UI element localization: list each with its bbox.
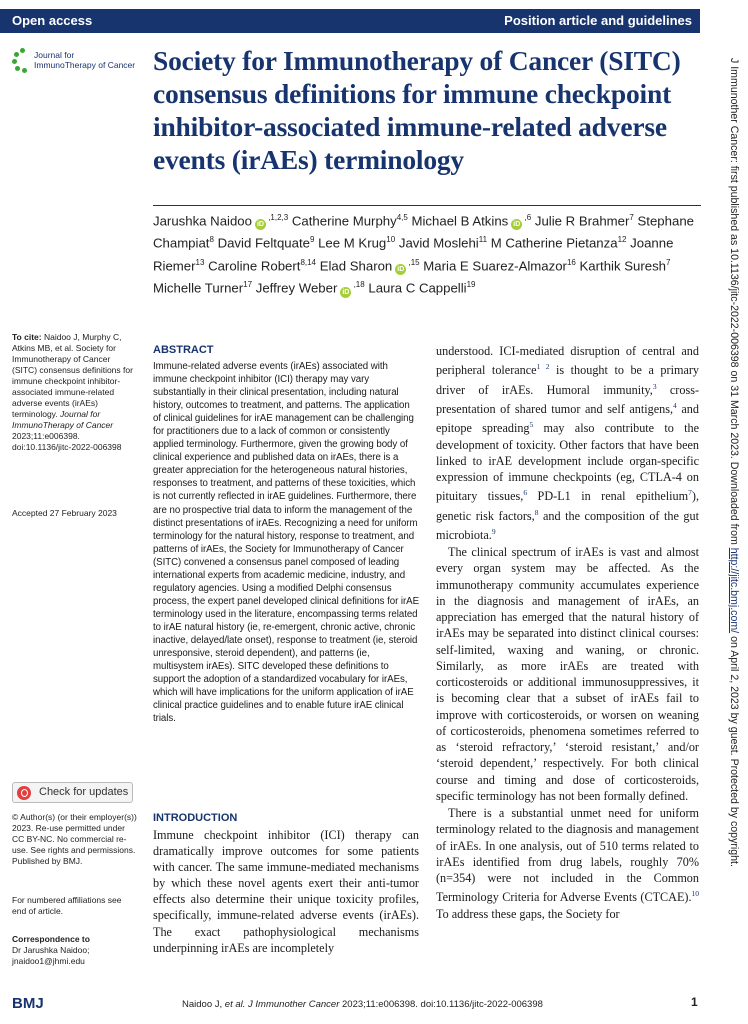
author-affiliation: 4,5 xyxy=(396,213,408,222)
check-for-updates-button[interactable] xyxy=(12,782,133,803)
author-name[interactable]: Caroline Robert xyxy=(208,258,301,274)
correspondence-label: Correspondence to xyxy=(12,934,90,944)
ref-link[interactable]: 8 xyxy=(534,507,539,517)
author-affiliation: ,1,2,3 xyxy=(265,213,289,222)
body-column-right xyxy=(436,343,699,922)
author-name[interactable]: Catherine Murphy xyxy=(291,213,397,229)
ref-link[interactable]: 10 xyxy=(691,889,699,899)
article-title: Society for Immunotherapy of Cancer (SITC) consensus definitions for immune checkpoint inhibitor-associated immune-related adverse events (irAEs) terminology xyxy=(153,45,681,175)
author-affiliation: 17 xyxy=(243,280,253,290)
journal-logo-line2: ImmunoTherapy of Cancer xyxy=(34,60,136,70)
introduction-heading: INTRODUCTION xyxy=(153,812,238,824)
footer-citation: Naidoo J, et al. J Immunother Cancer 2023;11:e006398. doi:10.1136/jitc-2022-006398 xyxy=(182,999,543,1010)
ref-link[interactable]: 9 xyxy=(491,526,496,536)
jitc-link[interactable]: http://jitc.bmj.com/ xyxy=(728,547,740,634)
author-name[interactable]: Joanne Riemer xyxy=(153,235,674,274)
paragraph-1: understood. ICI-mediated disruption of central and peripheral tolerance$^{1 2}$ is thought to be a primary driver of irAEs. Humoral immunity,$^3$ cross-presentation of shared tumor and self antigens,$^4$ and epitope spreading$^5$ may also contribute to the development of toxicity. Other factors that have been linked to irAE development include organ-specific expression of immune checkpoints (eg, CTLA-4 on pituitary tissues,$^6$ PD-L1 in renal epithelium$^7$), genetic risk factors,$^8$ and the composition of the gut microbiota.$^9$ xyxy=(436,344,700,542)
journal-logo[interactable] xyxy=(12,48,147,74)
author-name[interactable]: M Catherine Pietanza xyxy=(490,235,618,251)
title-divider xyxy=(153,205,701,206)
author-affiliation: ,18 xyxy=(351,280,365,290)
author-affiliation: 11 xyxy=(478,235,488,245)
journal-logo-line1: Journal for xyxy=(34,50,75,60)
introduction-text: Immune checkpoint inhibitor (ICI) therapy can dramatically improve outcomes for some patients with cancer. The same immune-mediated mechanisms by which these novel agents exert their anti-tumor effects also determine their unique toxicity profiles, specifically, immune-related adverse events (irAEs). The exact pathophysiological mechanisms underpinning irAEs are incompletely xyxy=(153,828,419,955)
author-name[interactable]: Michelle Turner xyxy=(153,280,244,296)
page-number: 1 xyxy=(691,995,698,1009)
ref-link[interactable]: 4 xyxy=(673,400,677,410)
author-name[interactable]: David Feltquate xyxy=(217,235,310,251)
abstract-heading: ABSTRACT xyxy=(153,344,214,356)
article-type-label: Position article and guidelines xyxy=(504,13,692,28)
correspondence-block xyxy=(12,934,137,967)
author-name[interactable]: Laura C Cappelli xyxy=(368,280,467,296)
abstract-text: Immune-related adverse events (irAEs) associated with immune checkpoint inhibitor (ICI) therapy may vary substantially in their clinical presentation, including natural history, outcomes to treatment, and patterns. The application of clinical guidelines for irAE management can be challenging for practitioners due to a lack of common or consistently applied terminology. Furthermore, given the growing body of clinical experience and published data on irAEs, there is a greater appreciation for the heterogeneous natural histories, responses to treatment, and patterns of these toxicities, which is not currently reflected in irAE guidelines. Furthermore, there are no prospective trial data to inform the management of the distinct presentations of irAEs. Recognizing a need for uniform terminology for the natural history, response to treatment, and patterns of irAEs, the Society for Immunotherapy of Cancer (SITC) convened a consensus panel composed of leading international experts from academic medicine, industry, and regulatory agencies. Using a modified Delphi consensus process, the expert panel developed clinical definitions for irAE terminology used in the literature, encompassing terms related to irAE natural history (ie, re-emergent, chronic active, chronic inactive, delayed/late onset), response to treatment (ie, steroid unresponsive, steroid dependent), and patterns (ie, multisystem irAEs). SITC developed these definitions to support the adoption of a standardized vocabulary for irAEs, which will have implications for the uniform application of irAE clinical practice guidelines and to enable future irAE clinical trials. xyxy=(153,361,419,725)
orcid-icon[interactable]: iD xyxy=(397,266,405,274)
author-affiliation: ,15 xyxy=(406,257,420,267)
author-affiliation: 12 xyxy=(617,235,627,245)
affiliations-note: For numbered affiliations see end of article. xyxy=(12,895,122,916)
to-cite-label: To cite: xyxy=(12,332,42,342)
to-cite-journal: Journal for ImmunoTherapy of Cancer xyxy=(12,409,114,430)
author-affiliation: 8,14 xyxy=(300,257,317,267)
author-affiliation: 19 xyxy=(466,280,476,290)
author-name[interactable]: Javid Moslehi xyxy=(398,235,479,251)
author-name[interactable]: Karthik Suresh xyxy=(579,258,667,274)
ref-link[interactable]: 7 xyxy=(688,488,692,498)
download-notice: J Immunother Cancer: first published as 10.1136/jitc-2022-006398 on 31 March 2023. Downloaded from http://jitc.bmj.com/ on April 2, 2023 by guest. Protected by copyright. xyxy=(728,58,740,867)
header-bar xyxy=(0,9,700,33)
author-name[interactable]: Julie R Brahmer xyxy=(534,213,630,229)
author-name[interactable]: Stephane Champiat xyxy=(153,213,694,251)
author-affiliation: 7 xyxy=(666,257,671,267)
author-affiliation: 7 xyxy=(629,213,634,222)
author-name[interactable]: Michael B Atkins xyxy=(411,213,509,229)
citation-block xyxy=(12,332,137,453)
orcid-icon[interactable]: iD xyxy=(513,221,521,229)
author-affiliation: 13 xyxy=(195,257,205,267)
to-cite-text: Naidoo J, Murphy C, Atkins MB, et al. Society for Immunotherapy of Cancer (SITC) consensus definitions for immune checkpoint inhibitor-associated immune-related adverse events (irAEs) terminology. xyxy=(12,332,133,419)
journal-logo-icon xyxy=(12,48,32,72)
author-name[interactable]: Jeffrey Weber xyxy=(255,280,338,296)
author-list xyxy=(153,208,701,298)
bmj-logo[interactable]: BMJ xyxy=(12,995,44,1012)
author-name[interactable]: Jarushka Naidoo xyxy=(153,213,252,229)
to-cite-ref[interactable]: 2023;11:e006398. doi:10.1136/jitc-2022-006398 xyxy=(12,431,122,452)
author-affiliation: 9 xyxy=(309,235,315,245)
paragraph-2: The clinical spectrum of irAEs is vast and almost every organ system may be affected. As the immunotherapy community accumulates experience in the diagnosis and management of irAEs, an appreciation has emerged that the natural history of irAEs may be separated into distinct clinical courses: self-limited, waxing and waning, or chronic. Similarly, as more irAEs are treated with corticosteroids or additional immunosuppressives, it is becoming clear that a subset of irAEs fail to improve with corticosteroids, or worsen on weaning of corticosteroids, phenomena sometimes referred to as ‘steroid refractory,’ ‘steroid resistant,’ and/or ‘steroid dependent,’ respectively. For both clinical course and timing and dose of corticosteroids, specific terminology has not been formally defined. xyxy=(436,545,699,803)
author-affiliation: ,6 xyxy=(522,213,532,222)
author-affiliation: 16 xyxy=(566,257,576,267)
accepted-date: Accepted 27 February 2023 xyxy=(12,508,117,518)
correspondence-email[interactable]: jnaidoo1@jhmi.edu xyxy=(12,956,85,966)
ref-link[interactable]: 5 xyxy=(529,420,534,430)
correspondence-name: Dr Jarushka Naidoo; xyxy=(12,945,90,955)
check-updates-icon xyxy=(17,786,31,800)
author-name[interactable]: Lee M Krug xyxy=(318,235,387,251)
copyright-notice: © Author(s) (or their employer(s)) 2023. Re-use permitted under CC BY-NC. No commercial re-use. See rights and permissions. Published by BMJ. xyxy=(12,812,137,866)
ref-link[interactable]: 6 xyxy=(523,488,528,498)
orcid-icon[interactable]: iD xyxy=(256,221,264,229)
author-affiliation: 8 xyxy=(209,235,214,245)
open-access-label: Open access xyxy=(12,13,93,28)
ref-link[interactable]: 1 2 xyxy=(536,362,550,372)
paragraph-3: There is a substantial unmet need for uniform terminology related to the diagnosis and management of irAEs. In one analysis, out of 510 terms related to irAEs identified from drug labels, roughly 70% (n=354) were not included in the Common Terminology Criteria for Adverse Events (CTCAE).$^{10}$ To address these gaps, the Society for xyxy=(436,806,699,921)
check-updates-label: Check for updates xyxy=(39,786,129,798)
orcid-icon[interactable]: iD xyxy=(342,288,350,296)
ref-link[interactable]: 3 xyxy=(652,381,657,391)
author-name[interactable]: Elad Sharon xyxy=(319,258,393,274)
author-affiliation: 10 xyxy=(386,235,396,245)
author-name[interactable]: Maria E Suarez-Almazor xyxy=(423,258,567,274)
